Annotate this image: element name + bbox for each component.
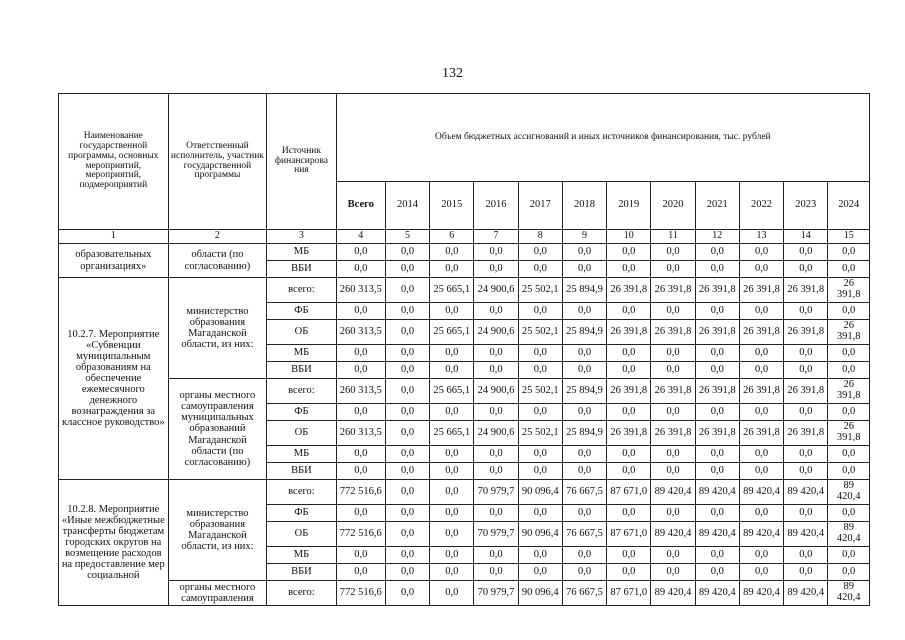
column-number: 6	[430, 230, 474, 244]
year-value: 70 979,7	[474, 581, 518, 606]
year-value: 0,0	[695, 244, 739, 261]
source-cell: всего:	[267, 480, 336, 505]
year-value: 89 420,4	[695, 581, 739, 606]
year-value: 0,0	[385, 362, 429, 379]
total-value: 0,0	[336, 564, 385, 581]
header-year: 2017	[518, 182, 562, 230]
source-cell: ОБ	[267, 421, 336, 446]
year-value: 89 420,4	[784, 522, 828, 547]
year-value: 0,0	[739, 505, 783, 522]
column-number: 4	[336, 230, 385, 244]
year-value: 26 391,8	[828, 320, 870, 345]
year-value: 0,0	[430, 261, 474, 278]
table-row	[59, 379, 870, 404]
year-value: 0,0	[651, 261, 695, 278]
header-total: Всего	[336, 182, 385, 230]
year-value: 0,0	[695, 446, 739, 463]
year-value: 0,0	[430, 480, 474, 505]
year-value: 89 420,4	[739, 480, 783, 505]
year-value: 0,0	[784, 564, 828, 581]
year-value: 26 391,8	[828, 379, 870, 404]
year-value: 0,0	[474, 404, 518, 421]
year-value: 0,0	[651, 244, 695, 261]
year-value: 0,0	[739, 261, 783, 278]
source-cell: МБ	[267, 244, 336, 261]
program-name-cell: образовательных организациях»	[59, 244, 169, 278]
year-value: 0,0	[385, 345, 429, 362]
year-value: 0,0	[385, 303, 429, 320]
year-value: 87 671,0	[607, 480, 651, 505]
year-value: 0,0	[784, 345, 828, 362]
year-value: 0,0	[828, 564, 870, 581]
year-value: 26 391,8	[695, 278, 739, 303]
year-value: 0,0	[430, 446, 474, 463]
year-value: 90 096,4	[518, 480, 562, 505]
year-value: 0,0	[739, 404, 783, 421]
year-value: 0,0	[518, 303, 562, 320]
year-value: 89 420,4	[695, 522, 739, 547]
column-number: 1	[59, 230, 169, 244]
budget-table	[58, 93, 870, 606]
year-value: 89 420,4	[651, 581, 695, 606]
year-value: 0,0	[828, 547, 870, 564]
executor-cell: министерство образования Магаданской области, из них:	[168, 480, 267, 581]
table-row	[59, 581, 870, 606]
year-value: 0,0	[607, 446, 651, 463]
total-value: 772 516,6	[336, 480, 385, 505]
year-value: 0,0	[695, 505, 739, 522]
source-cell: ОБ	[267, 320, 336, 345]
year-value: 0,0	[430, 303, 474, 320]
year-value: 26 391,8	[607, 379, 651, 404]
year-value: 0,0	[430, 345, 474, 362]
year-value: 0,0	[739, 446, 783, 463]
source-cell: всего:	[267, 278, 336, 303]
year-value: 0,0	[385, 320, 429, 345]
year-value: 0,0	[607, 505, 651, 522]
year-value: 26 391,8	[651, 320, 695, 345]
year-value: 0,0	[385, 564, 429, 581]
year-value: 0,0	[651, 547, 695, 564]
year-value: 0,0	[562, 564, 606, 581]
year-value: 0,0	[651, 505, 695, 522]
year-value: 0,0	[739, 547, 783, 564]
total-value: 0,0	[336, 345, 385, 362]
year-value: 0,0	[784, 244, 828, 261]
executor-cell: министерство образования Магаданской области, из них:	[168, 278, 267, 379]
header-year: 2014	[385, 182, 429, 230]
year-value: 0,0	[430, 522, 474, 547]
year-value: 0,0	[385, 547, 429, 564]
year-value: 0,0	[385, 463, 429, 480]
year-value: 0,0	[607, 345, 651, 362]
year-value: 0,0	[784, 261, 828, 278]
year-value: 0,0	[607, 244, 651, 261]
year-value: 25 894,9	[562, 320, 606, 345]
year-value: 89 420,4	[695, 480, 739, 505]
year-value: 26 391,8	[784, 379, 828, 404]
header-year: 2015	[430, 182, 474, 230]
year-value: 0,0	[562, 505, 606, 522]
year-value: 0,0	[430, 564, 474, 581]
year-value: 0,0	[784, 303, 828, 320]
header-year: 2024	[828, 182, 870, 230]
column-number: 5	[385, 230, 429, 244]
source-cell: всего:	[267, 581, 336, 606]
year-value: 0,0	[739, 564, 783, 581]
source-cell: ФБ	[267, 404, 336, 421]
year-value: 0,0	[518, 505, 562, 522]
year-value: 0,0	[385, 261, 429, 278]
year-value: 0,0	[474, 303, 518, 320]
year-value: 89 420,4	[651, 480, 695, 505]
header-name: Наименование государственной программы, основных мероприятий, мероприятий, подмероприятий	[59, 94, 169, 230]
year-value: 24 900,6	[474, 320, 518, 345]
year-value: 0,0	[784, 446, 828, 463]
year-value: 26 391,8	[784, 278, 828, 303]
year-value: 25 894,9	[562, 421, 606, 446]
year-value: 0,0	[607, 404, 651, 421]
source-cell: ФБ	[267, 303, 336, 320]
page-number: 132	[442, 66, 463, 81]
year-value: 25 502,1	[518, 379, 562, 404]
executor-cell: области (по согласованию)	[168, 244, 267, 278]
year-value: 89 420,4	[651, 522, 695, 547]
year-value: 89 420,4	[828, 522, 870, 547]
year-value: 26 391,8	[607, 278, 651, 303]
source-cell: МБ	[267, 547, 336, 564]
year-value: 0,0	[828, 446, 870, 463]
year-value: 0,0	[385, 421, 429, 446]
source-cell: ОБ	[267, 522, 336, 547]
year-value: 0,0	[651, 446, 695, 463]
source-cell: ВБИ	[267, 362, 336, 379]
year-value: 0,0	[474, 505, 518, 522]
header-executor: Ответственный исполнитель, участник государственной программы	[168, 94, 267, 230]
year-value: 0,0	[607, 463, 651, 480]
year-value: 0,0	[474, 244, 518, 261]
table-row	[59, 244, 870, 261]
column-number: 3	[267, 230, 336, 244]
year-value: 0,0	[695, 463, 739, 480]
year-value: 0,0	[430, 244, 474, 261]
year-value: 24 900,6	[474, 421, 518, 446]
header-year: 2018	[562, 182, 606, 230]
executor-cell: органы местного самоуправления	[168, 581, 267, 606]
year-value: 0,0	[695, 303, 739, 320]
year-value: 0,0	[828, 244, 870, 261]
year-value: 0,0	[474, 261, 518, 278]
year-value: 0,0	[828, 463, 870, 480]
year-value: 0,0	[828, 345, 870, 362]
year-value: 0,0	[474, 362, 518, 379]
column-number: 13	[739, 230, 783, 244]
year-value: 25 502,1	[518, 421, 562, 446]
year-value: 26 391,8	[739, 421, 783, 446]
header-year: 2021	[695, 182, 739, 230]
source-cell: МБ	[267, 345, 336, 362]
year-value: 0,0	[607, 303, 651, 320]
year-value: 0,0	[562, 261, 606, 278]
executor-cell: органы местного самоуправления муниципальных образований Магаданской области (по согласованию)	[168, 379, 267, 480]
year-value: 25 894,9	[562, 278, 606, 303]
year-value: 0,0	[739, 303, 783, 320]
total-value: 0,0	[336, 404, 385, 421]
year-value: 0,0	[695, 404, 739, 421]
year-value: 0,0	[430, 362, 474, 379]
year-value: 0,0	[651, 362, 695, 379]
year-value: 0,0	[385, 505, 429, 522]
year-value: 25 665,1	[430, 379, 474, 404]
total-value: 0,0	[336, 261, 385, 278]
year-value: 0,0	[518, 404, 562, 421]
column-number: 2	[168, 230, 267, 244]
year-value: 26 391,8	[607, 421, 651, 446]
year-value: 0,0	[474, 446, 518, 463]
year-value: 0,0	[651, 404, 695, 421]
year-value: 0,0	[784, 362, 828, 379]
year-value: 24 900,6	[474, 278, 518, 303]
year-value: 0,0	[385, 480, 429, 505]
table-row	[59, 278, 870, 303]
year-value: 0,0	[828, 505, 870, 522]
year-value: 0,0	[562, 244, 606, 261]
table-row	[59, 480, 870, 505]
year-value: 89 420,4	[828, 581, 870, 606]
header-budget: Объем бюджетных ассигнований и иных источников финансирования, тыс. рублей	[336, 94, 869, 182]
year-value: 26 391,8	[828, 421, 870, 446]
source-cell: ВБИ	[267, 261, 336, 278]
source-cell: ВБИ	[267, 463, 336, 480]
year-value: 25 665,1	[430, 320, 474, 345]
column-number: 8	[518, 230, 562, 244]
column-number: 7	[474, 230, 518, 244]
year-value: 0,0	[784, 547, 828, 564]
year-value: 0,0	[430, 581, 474, 606]
column-number: 11	[651, 230, 695, 244]
year-value: 0,0	[695, 261, 739, 278]
year-value: 89 420,4	[828, 480, 870, 505]
year-value: 0,0	[607, 564, 651, 581]
total-value: 260 313,5	[336, 320, 385, 345]
year-value: 0,0	[474, 547, 518, 564]
source-cell: МБ	[267, 446, 336, 463]
year-value: 0,0	[562, 446, 606, 463]
year-value: 0,0	[518, 446, 562, 463]
year-value: 0,0	[474, 345, 518, 362]
year-value: 0,0	[784, 505, 828, 522]
year-value: 0,0	[607, 261, 651, 278]
year-value: 0,0	[607, 362, 651, 379]
year-value: 0,0	[518, 244, 562, 261]
year-value: 25 665,1	[430, 421, 474, 446]
year-value: 26 391,8	[651, 421, 695, 446]
year-value: 0,0	[739, 463, 783, 480]
source-cell: всего:	[267, 379, 336, 404]
year-value: 0,0	[651, 345, 695, 362]
year-value: 89 420,4	[784, 581, 828, 606]
year-value: 25 502,1	[518, 320, 562, 345]
year-value: 26 391,8	[651, 278, 695, 303]
year-value: 0,0	[562, 404, 606, 421]
year-value: 0,0	[430, 547, 474, 564]
year-value: 26 391,8	[739, 278, 783, 303]
year-value: 0,0	[828, 303, 870, 320]
year-value: 89 420,4	[739, 522, 783, 547]
column-number: 10	[607, 230, 651, 244]
year-value: 0,0	[695, 345, 739, 362]
column-number: 15	[828, 230, 870, 244]
year-value: 70 979,7	[474, 522, 518, 547]
total-value: 0,0	[336, 547, 385, 564]
header-year: 2022	[739, 182, 783, 230]
year-value: 0,0	[385, 446, 429, 463]
year-value: 70 979,7	[474, 480, 518, 505]
year-value: 25 665,1	[430, 278, 474, 303]
year-value: 0,0	[828, 362, 870, 379]
header-source: Источник финансирова ния	[267, 94, 336, 230]
total-value: 260 313,5	[336, 421, 385, 446]
year-value: 0,0	[385, 379, 429, 404]
year-value: 0,0	[828, 404, 870, 421]
total-value: 0,0	[336, 505, 385, 522]
year-value: 0,0	[518, 463, 562, 480]
year-value: 0,0	[385, 522, 429, 547]
year-value: 0,0	[651, 463, 695, 480]
total-value: 772 516,6	[336, 581, 385, 606]
year-value: 26 391,8	[695, 379, 739, 404]
year-value: 0,0	[430, 463, 474, 480]
year-value: 0,0	[518, 362, 562, 379]
year-value: 26 391,8	[695, 320, 739, 345]
year-value: 25 894,9	[562, 379, 606, 404]
year-value: 90 096,4	[518, 581, 562, 606]
year-value: 26 391,8	[739, 379, 783, 404]
year-value: 24 900,6	[474, 379, 518, 404]
source-cell: ВБИ	[267, 564, 336, 581]
year-value: 26 391,8	[784, 320, 828, 345]
year-value: 87 671,0	[607, 581, 651, 606]
column-number-row	[59, 230, 870, 244]
year-value: 26 391,8	[828, 278, 870, 303]
year-value: 0,0	[385, 244, 429, 261]
year-value: 0,0	[518, 564, 562, 581]
year-value: 26 391,8	[607, 320, 651, 345]
total-value: 0,0	[336, 446, 385, 463]
year-value: 0,0	[562, 362, 606, 379]
year-value: 26 391,8	[695, 421, 739, 446]
year-value: 76 667,5	[562, 480, 606, 505]
year-value: 26 391,8	[651, 379, 695, 404]
year-value: 90 096,4	[518, 522, 562, 547]
program-name-cell: 10.2.8. Мероприятие «Иные межбюджетные трансферты бюджетам городских округов на возмещение расходов на предоставление мер социальной	[59, 480, 169, 606]
year-value: 0,0	[695, 362, 739, 379]
header-year: 2019	[607, 182, 651, 230]
year-value: 0,0	[651, 564, 695, 581]
year-value: 0,0	[695, 564, 739, 581]
year-value: 0,0	[695, 547, 739, 564]
year-value: 0,0	[518, 345, 562, 362]
year-value: 0,0	[651, 303, 695, 320]
total-value: 260 313,5	[336, 278, 385, 303]
total-value: 0,0	[336, 303, 385, 320]
total-value: 0,0	[336, 463, 385, 480]
year-value: 0,0	[562, 547, 606, 564]
year-value: 0,0	[562, 345, 606, 362]
year-value: 76 667,5	[562, 581, 606, 606]
year-value: 87 671,0	[607, 522, 651, 547]
total-value: 772 516,6	[336, 522, 385, 547]
year-value: 0,0	[562, 303, 606, 320]
year-value: 0,0	[474, 564, 518, 581]
year-value: 89 420,4	[784, 480, 828, 505]
year-value: 76 667,5	[562, 522, 606, 547]
year-value: 0,0	[784, 404, 828, 421]
year-value: 0,0	[739, 244, 783, 261]
column-number: 12	[695, 230, 739, 244]
header-year: 2020	[651, 182, 695, 230]
year-value: 89 420,4	[739, 581, 783, 606]
year-value: 0,0	[518, 261, 562, 278]
year-value: 0,0	[784, 463, 828, 480]
column-number: 9	[562, 230, 606, 244]
header-year: 2016	[474, 182, 518, 230]
year-value: 0,0	[385, 404, 429, 421]
total-value: 260 313,5	[336, 379, 385, 404]
program-name-cell: 10.2.7. Мероприятие «Субвенции муниципальным образованиям на обеспечение ежемесячного денежного вознаграждения за классное руководство»	[59, 278, 169, 480]
year-value: 0,0	[607, 547, 651, 564]
year-value: 25 502,1	[518, 278, 562, 303]
source-cell: ФБ	[267, 505, 336, 522]
year-value: 0,0	[828, 261, 870, 278]
total-value: 0,0	[336, 244, 385, 261]
year-value: 0,0	[430, 505, 474, 522]
year-value: 0,0	[385, 278, 429, 303]
year-value: 26 391,8	[739, 320, 783, 345]
column-number: 14	[784, 230, 828, 244]
year-value: 26 391,8	[784, 421, 828, 446]
year-value: 0,0	[739, 345, 783, 362]
year-value: 0,0	[562, 463, 606, 480]
header-year: 2023	[784, 182, 828, 230]
total-value: 0,0	[336, 362, 385, 379]
year-value: 0,0	[430, 404, 474, 421]
year-value: 0,0	[385, 581, 429, 606]
year-value: 0,0	[474, 463, 518, 480]
year-value: 0,0	[518, 547, 562, 564]
year-value: 0,0	[739, 362, 783, 379]
